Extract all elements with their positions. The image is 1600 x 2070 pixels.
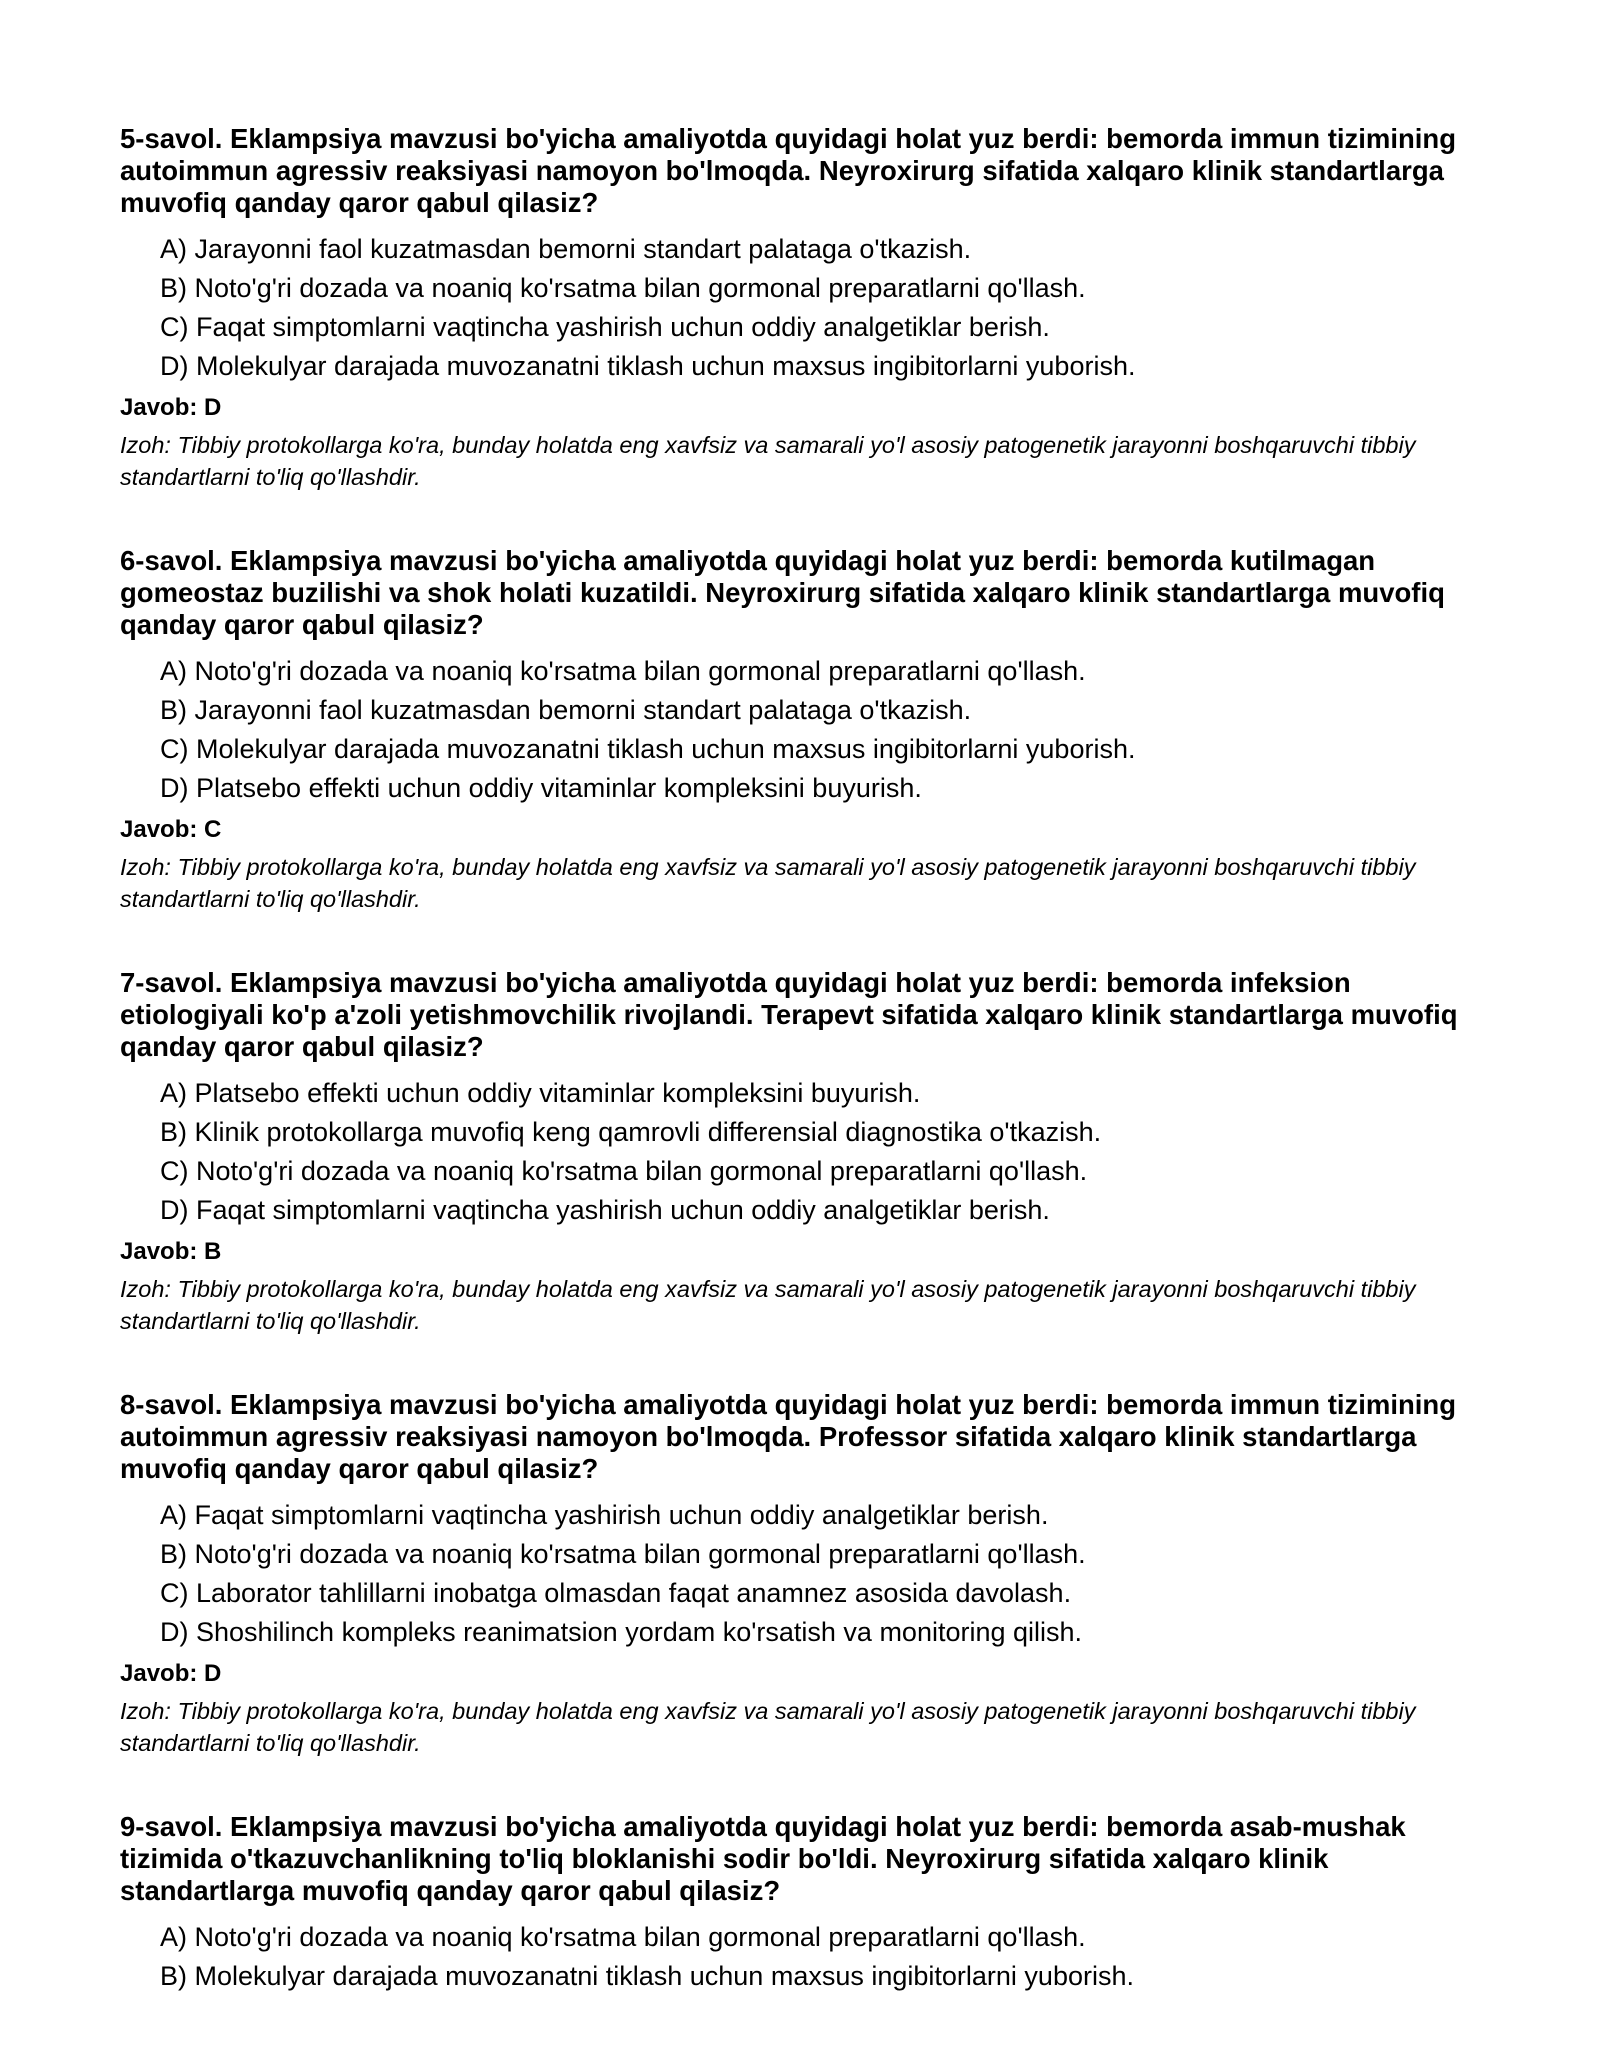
option-c: C) Laborator tahlillarni inobatga olmasdan faqat anamnez asosida davolash.	[160, 1578, 1072, 1608]
option-b: B) Jarayonni faol kuzatmasdan bemorni standart palataga o'tkazish.	[160, 695, 972, 725]
option-d: D) Molekulyar darajada muvozanatni tiklash uchun maxsus ingibitorlarni yuborish.	[160, 351, 1136, 381]
option-c: C) Faqat simptomlarni vaqtincha yashirish uchun oddiy analgetiklar berish.	[160, 312, 1050, 342]
option-d: D) Shoshilinch kompleks reanimatsion yordam ko'rsatish va monitoring qilish.	[160, 1617, 1083, 1647]
option-b: B) Noto'g'ri dozada va noaniq ko'rsatma bilan gormonal preparatlarni qo'llash.	[160, 273, 1086, 303]
option-b: B) Noto'g'ri dozada va noaniq ko'rsatma bilan gormonal preparatlarni qo'llash.	[160, 1539, 1086, 1569]
explanation-text: Izoh: Tibbiy protokollarga ko'ra, bunday holatda eng xavfsiz va samarali yo'l asosiy patogenetik jarayonni boshqaruvchi tibbiy standartlarni to'liq qo'llashdir.	[120, 854, 1416, 912]
option-d: D) Faqat simptomlarni vaqtincha yashirish uchun oddiy analgetiklar berish.	[160, 1195, 1050, 1225]
explanation-text: Izoh: Tibbiy protokollarga ko'ra, bunday holatda eng xavfsiz va samarali yo'l asosiy patogenetik jarayonni boshqaruvchi tibbiy standartlarni to'liq qo'llashdir.	[120, 432, 1416, 490]
option-b: B) Molekulyar darajada muvozanatni tiklash uchun maxsus ingibitorlarni yuborish.	[160, 1961, 1134, 1991]
question-block	[120, 545, 1490, 915]
question-text: 7-savol. Eklampsiya mavzusi bo'yicha amaliyotda quyidagi holat yuz berdi: bemorda infeksion etiologiyali ko'p a'zoli yetishmovchilik rivojlandi. Terapevt sifatida xalqaro klinik standartlarga muvofiq qanday qaror qabul qilasiz?	[120, 967, 1458, 1062]
option-b: B) Klinik protokollarga muvofiq keng qamrovli differensial diagnostika o'tkazish.	[160, 1117, 1102, 1147]
option-list	[120, 1074, 1490, 1230]
option-a: A) Noto'g'ri dozada va noaniq ko'rsatma bilan gormonal preparatlarni qo'llash.	[160, 656, 1086, 686]
option-a: A) Platsebo effekti uchun oddiy vitaminlar kompleksini buyurish.	[160, 1078, 921, 1108]
option-list	[120, 652, 1490, 808]
explanation-text: Izoh: Tibbiy protokollarga ko'ra, bunday holatda eng xavfsiz va samarali yo'l asosiy patogenetik jarayonni boshqaruvchi tibbiy standartlarni to'liq qo'llashdir.	[120, 1698, 1416, 1756]
option-list	[120, 1918, 1490, 1996]
answer-text: Javob: D	[120, 1660, 222, 1687]
question-text: 6-savol. Eklampsiya mavzusi bo'yicha amaliyotda quyidagi holat yuz berdi: bemorda kutilmagan gomeostaz buzilishi va shok holati kuzatildi. Neyroxirurg sifatida xalqaro klinik standartlarga muvofiq qanday qaror qabul qilasiz?	[120, 545, 1445, 640]
question-block	[120, 967, 1490, 1337]
option-a: A) Faqat simptomlarni vaqtincha yashirish uchun oddiy analgetiklar berish.	[160, 1500, 1049, 1530]
option-d: D) Platsebo effekti uchun oddiy vitaminlar kompleksini buyurish.	[160, 773, 922, 803]
answer-text: Javob: D	[120, 394, 222, 421]
explanation-text: Izoh: Tibbiy protokollarga ko'ra, bunday holatda eng xavfsiz va samarali yo'l asosiy patogenetik jarayonni boshqaruvchi tibbiy standartlarni to'liq qo'llashdir.	[120, 1276, 1416, 1334]
question-block	[120, 1389, 1490, 1759]
answer-text: Javob: B	[120, 1238, 222, 1265]
question-text: 9-savol. Eklampsiya mavzusi bo'yicha amaliyotda quyidagi holat yuz berdi: bemorda asab-mushak tizimida o'tkazuvchanlikning to'liq bloklanishi sodir bo'ldi. Neyroxirurg sifatida xalqaro klinik standartlarga muvofiq qanday qaror qabul qilasiz?	[120, 1811, 1406, 1906]
option-c: C) Noto'g'ri dozada va noaniq ko'rsatma bilan gormonal preparatlarni qo'llash.	[160, 1156, 1088, 1186]
option-a: A) Jarayonni faol kuzatmasdan bemorni standart palataga o'tkazish.	[160, 234, 972, 264]
option-a: A) Noto'g'ri dozada va noaniq ko'rsatma bilan gormonal preparatlarni qo'llash.	[160, 1922, 1086, 1952]
question-text: 5-savol. Eklampsiya mavzusi bo'yicha amaliyotda quyidagi holat yuz berdi: bemorda immun tizimining autoimmun agressiv reaksiyasi namoyon bo'lmoqda. Neyroxirurg sifatida xalqaro klinik standartlarga muvofiq qanday qaror qabul qilasiz?	[120, 123, 1457, 218]
question-text: 8-savol. Eklampsiya mavzusi bo'yicha amaliyotda quyidagi holat yuz berdi: bemorda immun tizimining autoimmun agressiv reaksiyasi namoyon bo'lmoqda. Professor sifatida xalqaro klinik standartlarga muvofiq qanday qaror qabul qilasiz?	[120, 1389, 1457, 1484]
question-block	[120, 123, 1490, 493]
option-list	[120, 230, 1490, 386]
option-c: C) Molekulyar darajada muvozanatni tiklash uchun maxsus ingibitorlarni yuborish.	[160, 734, 1136, 764]
question-block	[120, 1811, 1490, 1996]
document-page	[120, 123, 1490, 2048]
option-list	[120, 1496, 1490, 1652]
answer-text: Javob: C	[120, 816, 222, 843]
